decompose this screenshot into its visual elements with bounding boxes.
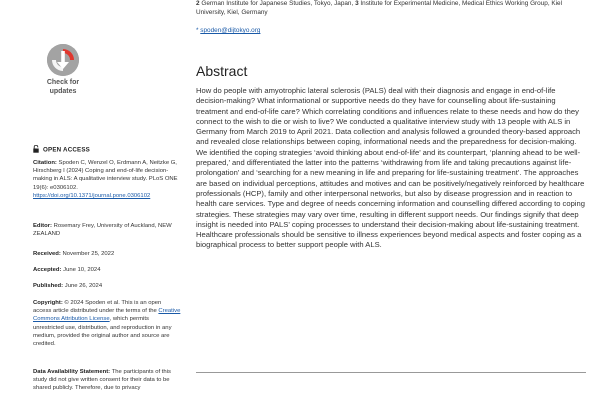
check-for-updates-label bbox=[34, 79, 92, 96]
badge-line-2: updates bbox=[49, 87, 77, 95]
accepted-value: June 10, 2024 bbox=[63, 267, 101, 273]
corresponding-email bbox=[196, 27, 260, 34]
open-lock-icon bbox=[33, 145, 39, 155]
received-date bbox=[33, 250, 181, 258]
published-value: June 26, 2024 bbox=[64, 283, 103, 289]
received-value: November 25, 2022 bbox=[62, 251, 115, 257]
license-link[interactable]: Creative Commons Attribution License bbox=[33, 308, 181, 323]
editor-text: Rosemary Frey, University of Auckland, NEW ZEALAND bbox=[33, 223, 172, 238]
affiliations bbox=[196, 0, 566, 18]
editor bbox=[33, 222, 181, 238]
abstract-heading: Abstract bbox=[196, 63, 248, 79]
open-access-label bbox=[33, 145, 90, 155]
citation-label: Citation: bbox=[33, 160, 57, 166]
published-date bbox=[33, 282, 181, 290]
data-availability-label: Data Availability Statement: bbox=[33, 369, 111, 375]
received-label: Received: bbox=[33, 251, 61, 257]
accepted-date bbox=[33, 266, 181, 274]
affiliation-number: 3 bbox=[355, 0, 359, 7]
abstract-divider bbox=[196, 372, 586, 373]
copyright-label: Copyright: bbox=[33, 300, 63, 306]
affiliation-number: 2 bbox=[196, 0, 200, 7]
data-availability-text: The participants of this study did not give written consent for their data to be shared publicly. Therefore, due to privacy bbox=[33, 369, 171, 392]
open-access-text: OPEN ACCESS bbox=[43, 146, 91, 154]
check-for-updates-icon bbox=[47, 44, 79, 76]
email-marker: * bbox=[196, 27, 199, 34]
citation bbox=[33, 159, 181, 200]
citation-doi-link[interactable]: https://doi.org/10.1371/journal.pone.0306102 bbox=[33, 192, 151, 199]
copyright-text-1: © 2024 Spoden et al. This is an open access article distributed under the terms of the bbox=[33, 300, 162, 315]
editor-label: Editor: bbox=[33, 223, 52, 229]
published-label: Published: bbox=[33, 283, 64, 289]
check-for-updates-badge[interactable] bbox=[34, 44, 92, 100]
copyright bbox=[33, 299, 181, 348]
citation-text: Spoden C, Wenzel O, Erdmann A, Neitzke G, Hirschberg I (2024) Coping and end-of-life decision-making in ALS: A qualitative interview study. PLoS ONE 19(6): e0306102. bbox=[33, 160, 178, 191]
affiliation-text: German Institute for Japanese Studies, Tokyo, Japan, bbox=[201, 0, 354, 7]
badge-line-1: Check for bbox=[46, 79, 80, 86]
abstract-body: How do people with amyotrophic lateral sclerosis (PALS) deal with their diagnosis and engage in end-of-life decision-making? What informational or supportive needs do they have for counselling about life-sustaining treatment and end-of-life care? Which correlating conditions and influences relate to these needs and how do they connect to the wish to die or wish to live? We conducted a qualitative interview study with 13 people with ALS in Germany from March 2019 to April 2021. Data collection and analysis followed a grounded theory-based approach and revealed close relationships between coping, informational needs and the preparedness for decision-making. We identified the coping strategies ‘avoid thinking about end-of-life’ and its counterpart, ‘planning ahead to be well-prepared,’ and differentiated the latter into the patterns ‘withdrawing from life and taking precautions against life-prolongation’ and ‘searching for a new meaning in life and preparing for life-sustaining treatment’. The approaches are based on individual perceptions, attitudes and motives and can be positively/negatively reinforced by healthcare professionals (HCP), family and other interpersonal networks, but also by disease progression and in reaction to health care services. Type and degree of needs concerning information and counselling differed according to coping strategies. These strategies may vary over time, resulting in different support needs. Our findings signify that deep insight is needed into PALS’ coping processes to understand their decision-making about life-sustaining treatment. Healthcare professionals should be sensitive to illness experiences beyond medical aspects and foster coping as a biographical process to better support people with ALS. bbox=[196, 86, 585, 250]
data-availability-statement bbox=[33, 368, 181, 393]
affiliation-text: Institute for Experimental Medicine, Medical Ethics Working Group, Kiel University, Kiel, Germany bbox=[196, 0, 563, 16]
email-link[interactable]: spoden@dijtokyo.org bbox=[200, 27, 261, 34]
copyright-text-2: , which permits unrestricted use, distribution, and reproduction in any medium, provided the original author and source are credited. bbox=[33, 316, 172, 348]
accepted-label: Accepted: bbox=[33, 267, 62, 273]
